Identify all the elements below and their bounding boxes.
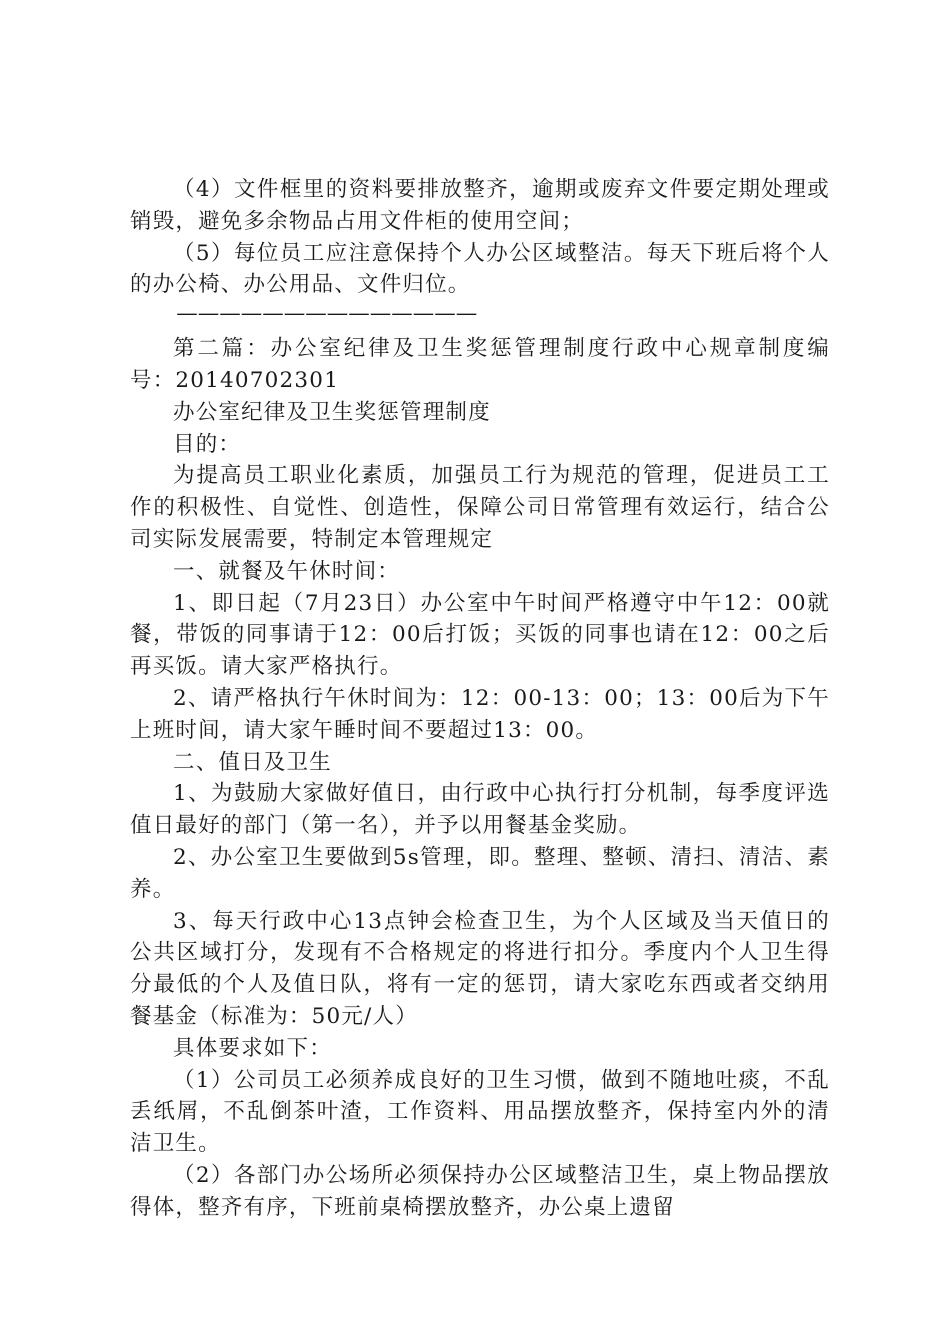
purpose-text: 为提高员工职业化素质，加强员工行为规范的管理，促进员工工作的积极性、自觉性、创造性，保障公司日常管理有效运行，结合公司实际发展需要，特制定本管理规定: [130, 463, 830, 552]
section-1-heading: 一、就餐及午休时间：: [173, 558, 401, 584]
requirement-item-2: （2）各部门办公场所必须保持办公区域整洁卫生，桌上物品摆放得体，整齐有序，下班前桌椅摆放整齐，办公桌上遗留: [130, 1162, 830, 1220]
document-body: [130, 174, 830, 1224]
section-2-heading: 二、值日及卫生: [173, 749, 332, 775]
requirement-item-1: （1）公司员工必须养成良好的卫生习惯，做到不随地吐痰，不乱丢纸屑，不乱倒茶叶渣，工作资料、用品摆放整齐，保持室内外的清洁卫生。: [130, 1067, 830, 1157]
paragraph-item-4: （4）文件框里的资料要排放整齐，逾期或废弃文件要定期处理或销毁，避免多余物品占用文件柜的使用空间；: [130, 177, 830, 234]
section-1-item-1: 1、即日起（7月23日）办公室中午时间严格遵守中午12：00就餐，带饭的同事请于12：00后打饭；买饭的同事也请在12：00之后再买饭。请大家严格执行。: [130, 590, 830, 680]
paragraph-item-5: （5）每位员工应注意保持个人办公区域整洁。每天下班后将个人的办公椅、办公用品、文件归位。: [130, 240, 830, 298]
requirements-heading: 具体要求如下：: [173, 1035, 332, 1061]
section-2-item-2: 2、办公室卫生要做到5s管理，即。整理、整顿、清扫、清洁、素养。: [130, 844, 830, 902]
purpose-heading: 目的：: [173, 431, 242, 457]
section-2-item-3: 3、每天行政中心13点钟会检查卫生，为个人区域及当天值日的公共区域打分，发现有不合格规定的将进行扣分。季度内个人卫生得分最低的个人及值日队，将有一定的惩罚，请大家吃东西或者交纳用餐基金（标准为：50元/人）: [130, 908, 830, 1029]
section-1-item-2: 2、请严格执行午休时间为：12：00-13：00；13：00后为下午上班时间，请大家午睡时间不要超过13：00。: [130, 685, 830, 743]
regulation-title: 办公室纪律及卫生奖惩管理制度: [173, 399, 491, 425]
section-2-item-1: 1、为鼓励大家做好值日，由行政中心执行打分机制，每季度评选值日最好的部门（第一名），并予以用餐基金奖励。: [130, 781, 830, 839]
section-divider: ——————————————: [176, 301, 478, 327]
chapter-title: 第二篇：办公室纪律及卫生奖惩管理制度行政中心规章制度编号：20140702301: [130, 336, 830, 393]
